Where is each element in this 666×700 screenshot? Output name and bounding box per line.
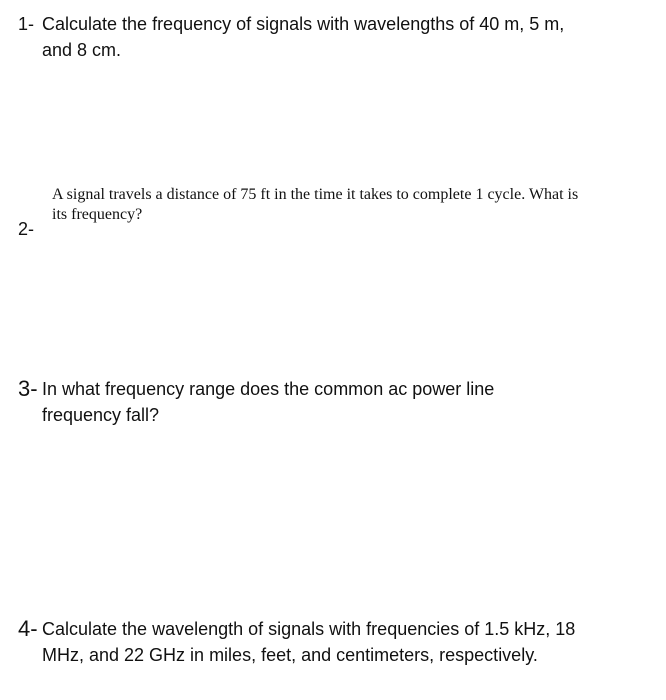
question-text: [42, 616, 575, 668]
question-line: MHz, and 22 GHz in miles, feet, and centimeters, respectively.: [42, 645, 538, 665]
question-line: A signal travels a distance of 75 ft in the time it takes to complete 1 cycle. What is: [52, 186, 579, 203]
question-text: [52, 185, 578, 225]
question-line: In what frequency range does the common ac power line: [42, 379, 495, 399]
question-line: frequency fall?: [42, 405, 160, 425]
question-number: 2-: [18, 219, 35, 239]
question-number: 1-: [18, 14, 35, 34]
question-number: 4-: [18, 616, 38, 641]
question-line: its frequency?: [52, 206, 143, 223]
question-line: Calculate the wavelength of signals with frequencies of 1.5 kHz, 18: [42, 619, 576, 639]
question-line: and 8 cm.: [42, 40, 122, 60]
question-number: 3-: [18, 376, 38, 401]
question-line: Calculate the frequency of signals with wavelengths of 40 m, 5 m,: [42, 14, 565, 34]
question-text: [42, 376, 494, 428]
question-text: [42, 11, 564, 63]
